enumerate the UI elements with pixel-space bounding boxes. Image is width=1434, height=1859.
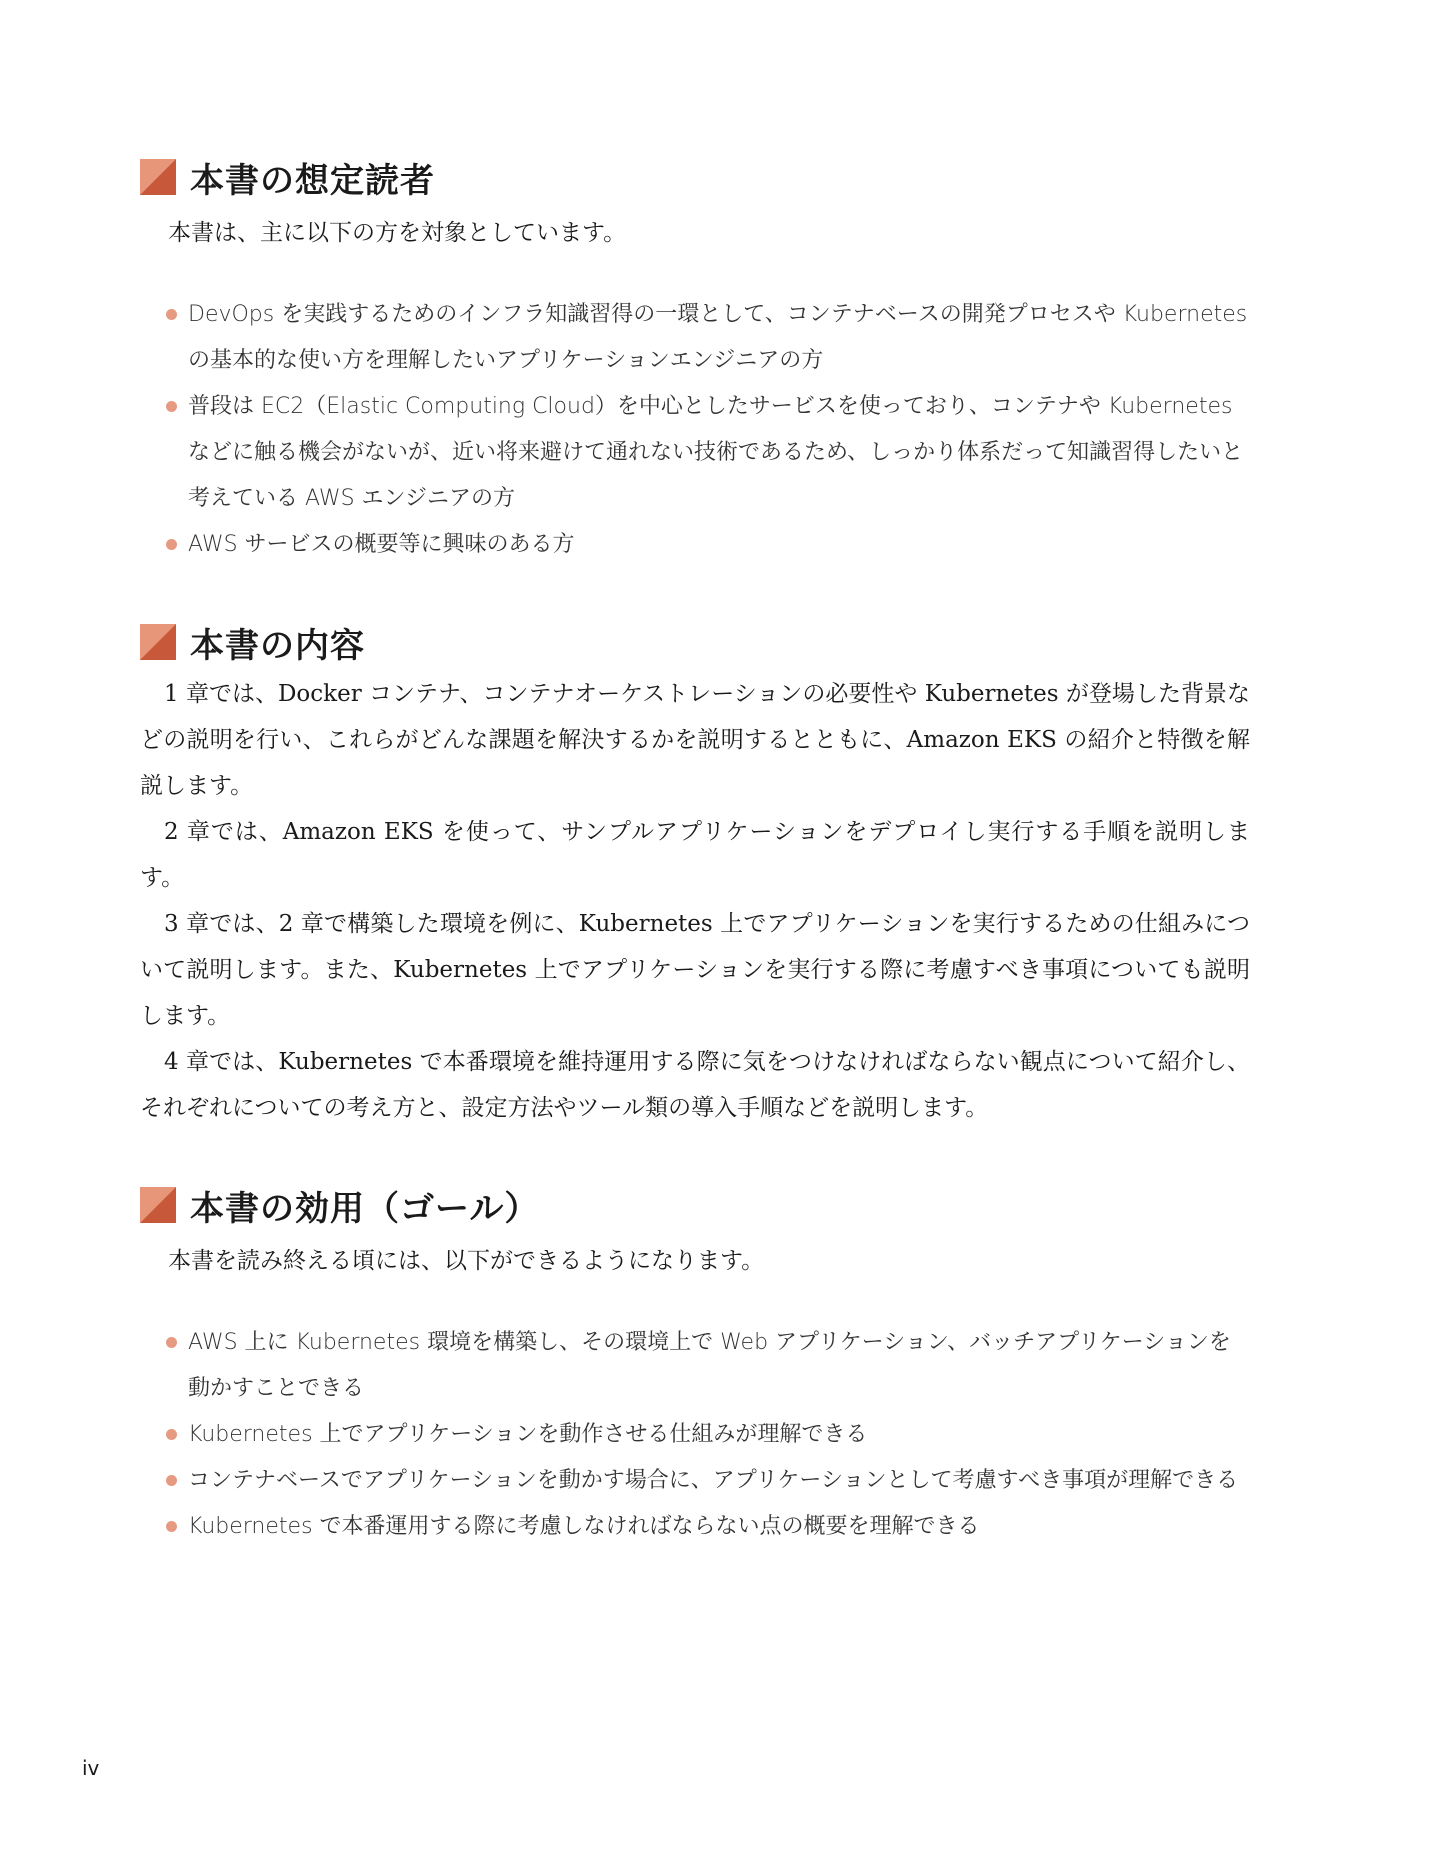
paragraph: 3 章では、2 章で構築した環境を例に、Kubernetes 上でアプリケーションを実行するための仕組みについて説明します。また、Kubernetes 上でアプリケーションを実行する際に考慮すべき事項についても説明します。 (140, 911, 1250, 1029)
section-body (140, 671, 1250, 1131)
bullet-dot-icon (166, 401, 177, 412)
list-item: AWS サービスの概要等に興味のある方 (140, 522, 1250, 568)
page-number: iv (82, 1756, 100, 1780)
heading-marker-icon (140, 1187, 176, 1223)
heading-marker-icon (140, 159, 176, 195)
section-title: 本書の想定読者 (190, 160, 435, 201)
list-item: DevOps を実践するためのインフラ知識習得の一環として、コンテナベースの開発プロセスや Kubernetes の基本的な使い方を理解したいアプリケーションエンジニアの方 (140, 292, 1250, 384)
list-item: コンテナベースでアプリケーションを動かす場合に、アプリケーションとして考慮すべき事項が理解できる (140, 1458, 1250, 1504)
bullet-list (140, 292, 1250, 568)
bullet-list (140, 1320, 1250, 1550)
list-item: 普段は EC2（Elastic Computing Cloud）を中心としたサービスを使っており、コンテナや Kubernetes などに触る機会がないが、近い将来避けて通れない技術であるため、しっかり体系だって知識習得したいと考えている AWS エンジニアの方 (140, 384, 1250, 522)
list-item: Kubernetes 上でアプリケーションを動作させる仕組みが理解できる (140, 1412, 1250, 1458)
heading-marker-icon (140, 624, 176, 660)
section-lead: 本書を読み終える頃には、以下ができるようになります。 (168, 1248, 765, 1274)
list-item: Kubernetes で本番運用する際に考慮しなければならない点の概要を理解できる (140, 1504, 1250, 1550)
section-heading (140, 152, 1250, 202)
bullet-dot-icon (166, 1521, 177, 1532)
section-contents (140, 617, 1250, 1131)
section-goals (140, 1180, 1250, 1550)
section-title: 本書の内容 (190, 625, 365, 666)
bullet-dot-icon (166, 1429, 177, 1440)
section-title: 本書の効用（ゴール） (190, 1188, 540, 1229)
bullet-dot-icon (166, 1337, 177, 1348)
paragraph: 2 章では、Amazon EKS を使って、サンプルアプリケーションをデプロイし実行する手順を説明します。 (140, 819, 1250, 891)
paragraph: 4 章では、Kubernetes で本番環境を維持運用する際に気をつけなければならない観点について紹介し、それぞれについての考え方と、設定方法やツール類の導入手順などを説明します。 (140, 1049, 1250, 1121)
section-heading (140, 617, 1250, 667)
list-item: AWS 上に Kubernetes 環境を構築し、その環境上で Web アプリケーション、バッチアプリケーションを動かすことできる (140, 1320, 1250, 1412)
bullet-dot-icon (166, 309, 177, 320)
bullet-dot-icon (166, 539, 177, 550)
section-heading (140, 1180, 1250, 1230)
paragraph: 1 章では、Docker コンテナ、コンテナオーケストレーションの必要性や Kubernetes が登場した背景などの説明を行い、これらがどんな課題を解決するかを説明するとともに、Amazon EKS の紹介と特徴を解説します。 (140, 681, 1250, 799)
section-target-readers (140, 152, 1250, 568)
bullet-dot-icon (166, 1475, 177, 1486)
section-lead: 本書は、主に以下の方を対象としています。 (168, 220, 627, 246)
